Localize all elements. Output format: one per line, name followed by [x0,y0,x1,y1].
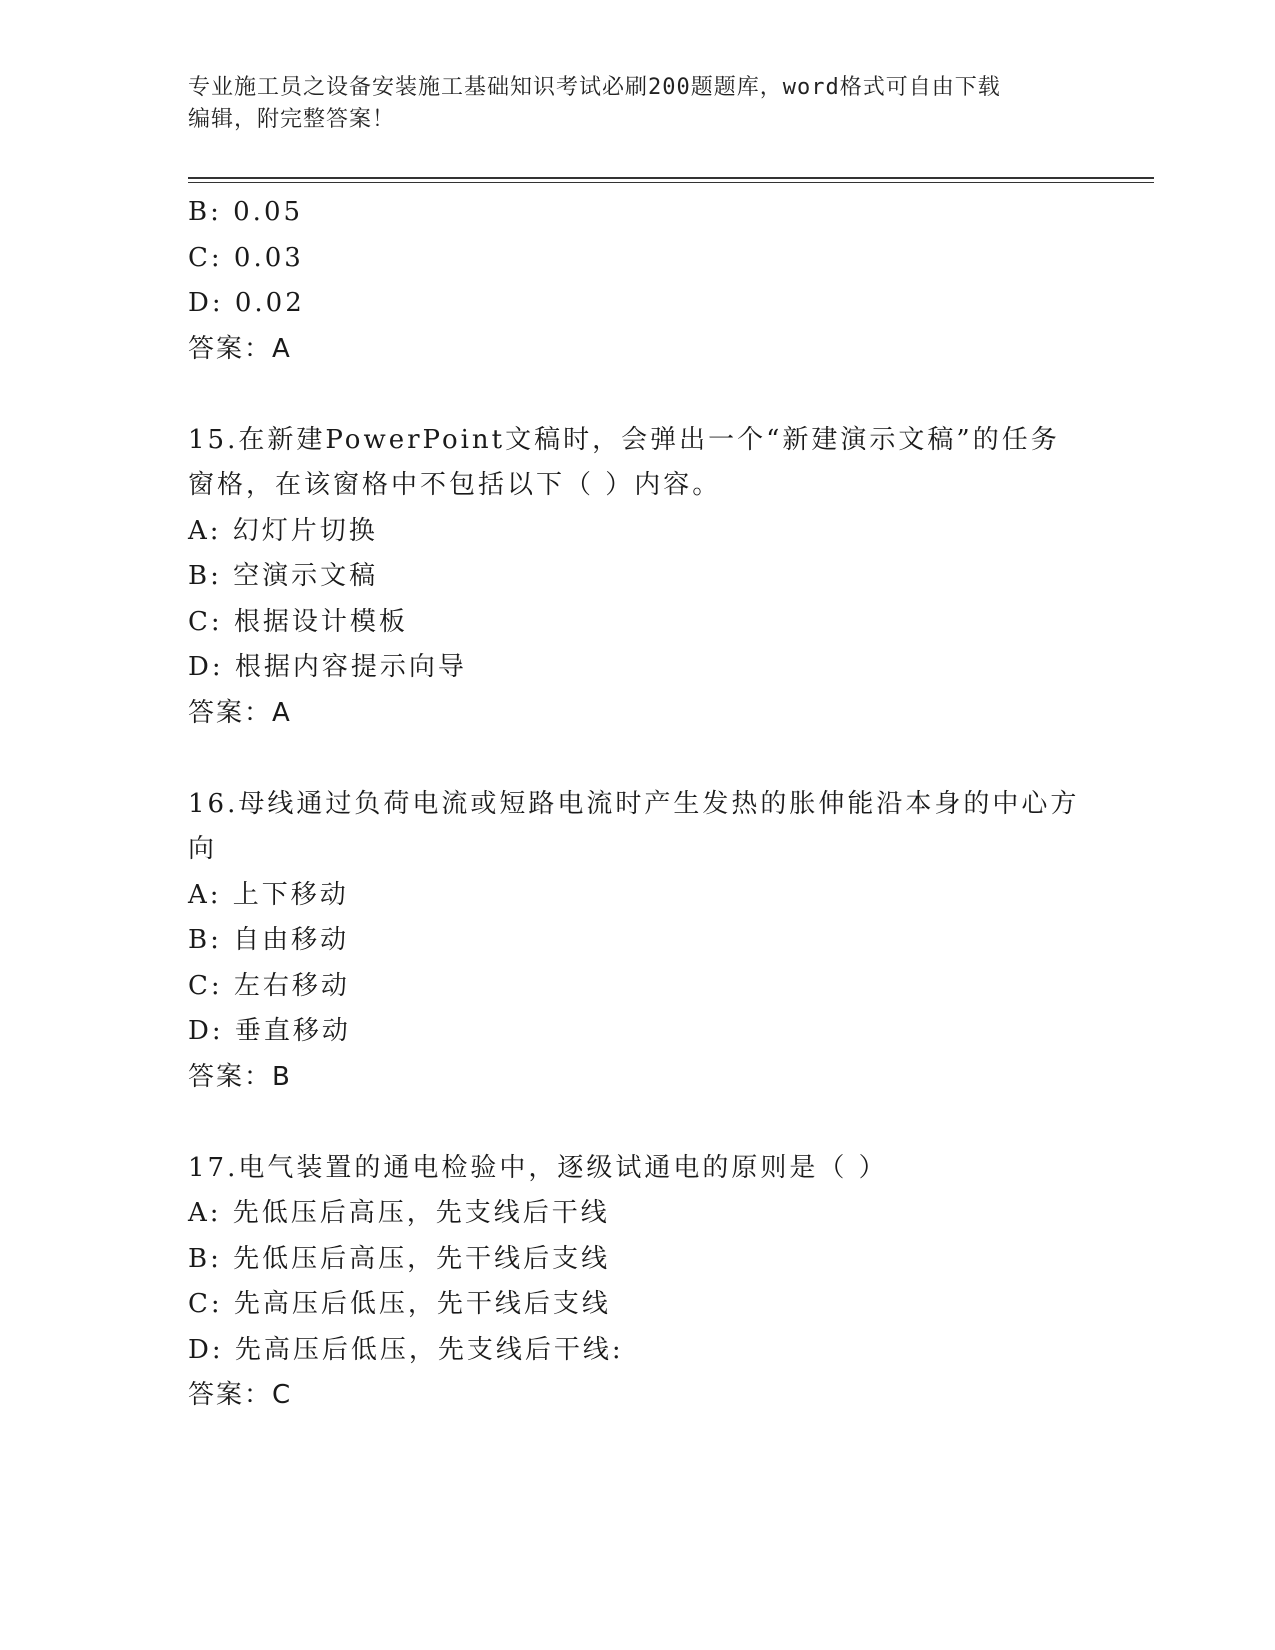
question-17 [188,1146,1088,1419]
option-a: A: 先低压后高压，先支线后干线 [188,1198,610,1228]
question-15 [188,418,1088,737]
question-text-line-2: 窗格，在该窗格中不包括以下（ ）内容。 [188,470,722,500]
option-b: B: 0.05 [188,197,304,227]
option-d: D: 先高压后低压，先支线后干线: [188,1334,624,1365]
question-text-line-1: 17.电气装置的通电检验中，逐级试通电的原则是（ ） [188,1152,888,1183]
document-content [188,190,1088,1419]
option-c: C: 根据设计模板 [188,606,408,637]
option-c: C: 0.03 [188,242,304,273]
document-header [188,72,1078,136]
option-d: D: 垂直移动 [188,1016,351,1046]
option-d: D: 根据内容提示向导 [188,652,467,682]
header-divider-thick [188,177,1154,179]
option-c: C: 左右移动 [188,970,350,1001]
question-16 [188,782,1088,1101]
answer: 答案：A [188,333,292,364]
option-a: A: 上下移动 [188,879,349,910]
option-c: C: 先高压后低压，先干线后支线 [188,1289,611,1319]
header-title-line-2: 编辑，附完整答案！ [188,107,396,132]
option-a: A: 幻灯片切换 [188,515,378,546]
question-14-tail [188,190,1088,372]
question-text-line-1: 15.在新建PowerPoint文稿时，会弹出一个“新建演示文稿”的任务 [188,424,1060,455]
answer: 答案：B [188,1061,292,1092]
option-b: B: 空演示文稿 [188,561,379,591]
option-d: D: 0.02 [188,288,305,318]
option-b: B: 自由移动 [188,925,350,955]
option-b: B: 先低压后高压，先干线后支线 [188,1243,611,1274]
spacer [188,372,1088,418]
answer: 答案：A [188,697,292,728]
answer: 答案：C [188,1380,293,1410]
spacer [188,1100,1088,1146]
header-title-line-1: 专业施工员之设备安装施工基础知识考试必刷200题题库，word格式可自由下载 [188,75,1001,100]
question-text-line-2: 向 [188,834,218,864]
spacer [188,736,1088,782]
header-divider-thin [188,182,1154,183]
question-text-line-1: 16.母线通过负荷电流或短路电流时产生发热的胀伸能沿本身的中心方 [188,788,1080,819]
